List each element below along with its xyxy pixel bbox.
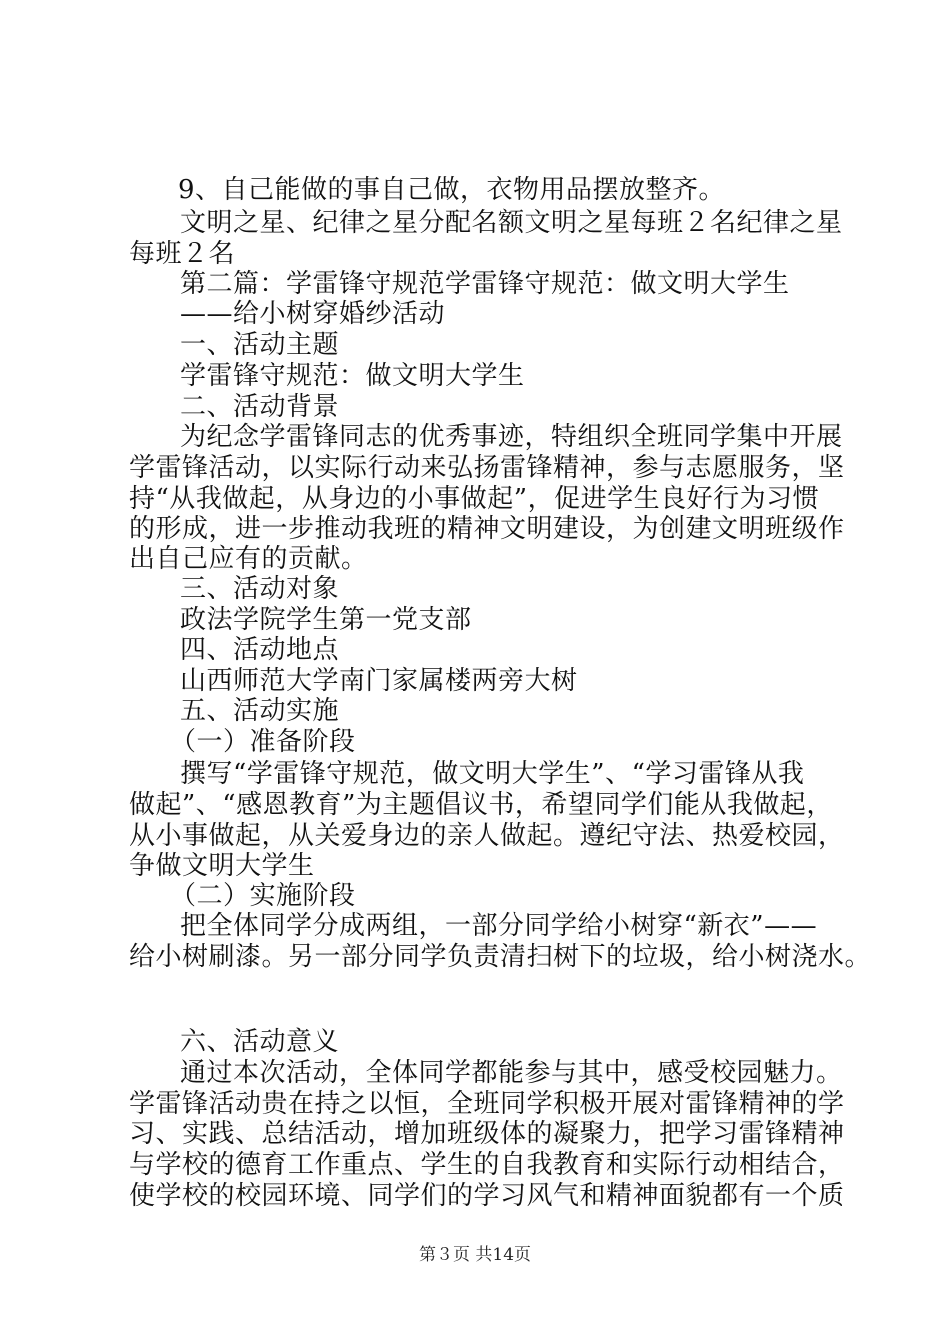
text-line: 的形成，进一步推动我班的精神文明建设，为创建文明班级作 [129, 514, 845, 544]
text-line: 山西师范大学南门家属楼两旁大树 [180, 666, 578, 696]
text-line: 政法学院学生第一党支部 [180, 605, 472, 635]
text-line: 9、自己能做的事自己做，衣物用品摆放整齐。 [178, 175, 726, 205]
text-line: 从小事做起，从关爱身边的亲人做起。遵纪守法、热爱校园， [129, 821, 845, 851]
section-heading: 五、活动实施 [180, 696, 340, 726]
section-heading: 三、活动对象 [180, 574, 340, 604]
text-line: 把全体同学分成两组，一部分同学给小树穿“新衣”—— [180, 911, 818, 941]
text-line: 学雷锋活动，以实际行动来弘扬雷锋精神，参与志愿服务，坚 [129, 453, 845, 483]
text-line: 做起”、“感恩教育”为主题倡议书，希望同学们能从我做起， [129, 790, 833, 820]
text-line: 学雷锋活动贵在持之以恒，全班同学积极开展对雷锋精神的学 [129, 1089, 845, 1119]
page-number-footer: 第３页 共14页 [418, 1245, 532, 1265]
text-line: 与学校的德育工作重点、学生的自我教育和实际行动相结合， [129, 1150, 845, 1180]
text-line: 撰写“学雷锋守规范，做文明大学生”、“学习雷锋从我 [180, 759, 805, 789]
text-line: 为纪念学雷锋同志的优秀事迹，特组织全班同学集中开展 [180, 422, 843, 452]
text-line: 学雷锋守规范：做文明大学生 [180, 361, 525, 391]
subsection-heading: （二）实施阶段 [170, 881, 356, 911]
subtitle-line: ——给小树穿婚纱活动 [180, 299, 446, 329]
section-heading: 一、活动主题 [180, 330, 340, 360]
subsection-heading: （一）准备阶段 [170, 727, 356, 757]
section-heading: 四、活动地点 [180, 635, 340, 665]
text-line: 给小树刷漆。另一部分同学负责清扫树下的垃圾，给小树浇水。 [129, 942, 872, 972]
section-heading: 二、活动背景 [180, 392, 340, 422]
text-line: 出自己应有的贡献。 [129, 544, 368, 574]
text-line: 每班２名 [129, 239, 236, 269]
section-heading: 六、活动意义 [180, 1027, 340, 1057]
text-line: 文明之星、纪律之星分配名额文明之星每班２名纪律之星 [180, 208, 843, 238]
section-heading: 第二篇：学雷锋守规范学雷锋守规范：做文明大学生 [180, 269, 790, 299]
text-line: 争做文明大学生 [129, 851, 315, 881]
text-line: 持“从我做起，从身边的小事做起”，促进学生良好行为习惯 [129, 484, 820, 514]
text-line: 通过本次活动，全体同学都能参与其中，感受校园魅力。 [180, 1058, 843, 1088]
text-line: 使学校的校园环境、同学们的学习风气和精神面貌都有一个质 [129, 1181, 845, 1211]
text-line: 习、实践、总结活动，增加班级体的凝聚力，把学习雷锋精神 [129, 1119, 845, 1149]
